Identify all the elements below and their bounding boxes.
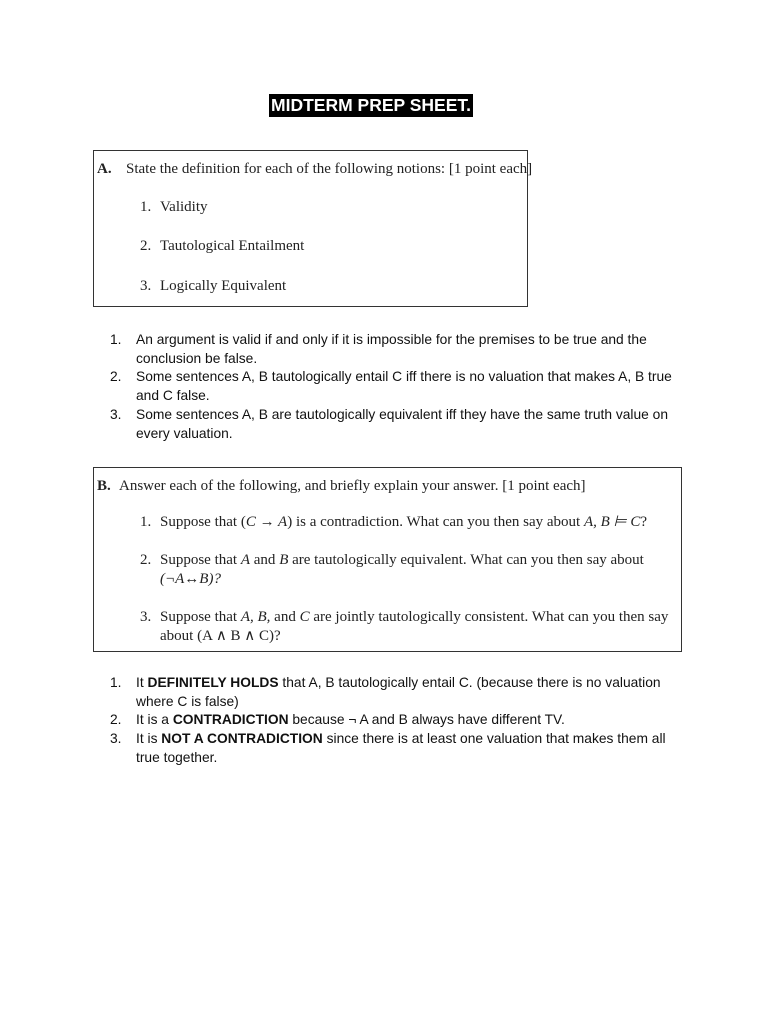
section-b-item-2: 2. Suppose that A and B are tautologically equivalent. What can you then say about (¬A↔B)? xyxy=(140,552,644,587)
section-b-question-box xyxy=(93,467,682,652)
section-a-question-box xyxy=(93,150,533,307)
answer-a-2: 2. Some sentences A, B tautologically entail C iff there is no valuation that makes A, B true and C false. xyxy=(110,369,672,404)
section-a-item-2: 2. Tautological Entailment xyxy=(140,238,305,254)
answer-b-2: 2. It is a CONTRADICTION because ¬ A and B always have different TV. xyxy=(110,712,565,728)
section-a-header xyxy=(97,161,532,178)
section-a-item-1: 1. Validity xyxy=(140,199,208,215)
answer-a-1: 1. An argument is valid if and only if it is impossible for the premises to be true and the conclusion be false. xyxy=(110,332,647,366)
answer-b-1: 1. It DEFINITELY HOLDS that A, B tautologically entail C. (because there is no valuation where C is false) xyxy=(110,675,661,709)
section-a-answers xyxy=(110,331,690,443)
section-a-prompt: State the definition for each of the following notions: [1 point each] xyxy=(126,161,533,177)
section-b-item-1: 1. Suppose that (C → A) is a contradiction. What can you then say about A, B ⊨ C? xyxy=(140,514,648,530)
section-a-letter: A. xyxy=(97,161,112,177)
page-title: MIDTERM PREP SHEET. xyxy=(271,95,471,115)
section-b-header xyxy=(97,478,586,495)
section-b-item-3: 3. Suppose that A, B, and C are jointly tautologically consistent. What can you then say about (A ∧ B ∧ C)? xyxy=(140,609,669,644)
section-b-answers xyxy=(110,674,690,768)
answer-a-3: 3. Some sentences A, B are tautologically equivalent iff they have the same truth value on every valuation. xyxy=(110,406,669,441)
section-b-prompt: Answer each of the following, and briefly explain your answer. [1 point each] xyxy=(119,478,586,494)
section-a-item-3: 3. Logically Equivalent xyxy=(140,278,287,294)
answer-b-3: 3. It is NOT A CONTRADICTION since there is at least one valuation that makes them all true together. xyxy=(110,731,666,765)
section-b-letter: B. xyxy=(97,478,111,494)
